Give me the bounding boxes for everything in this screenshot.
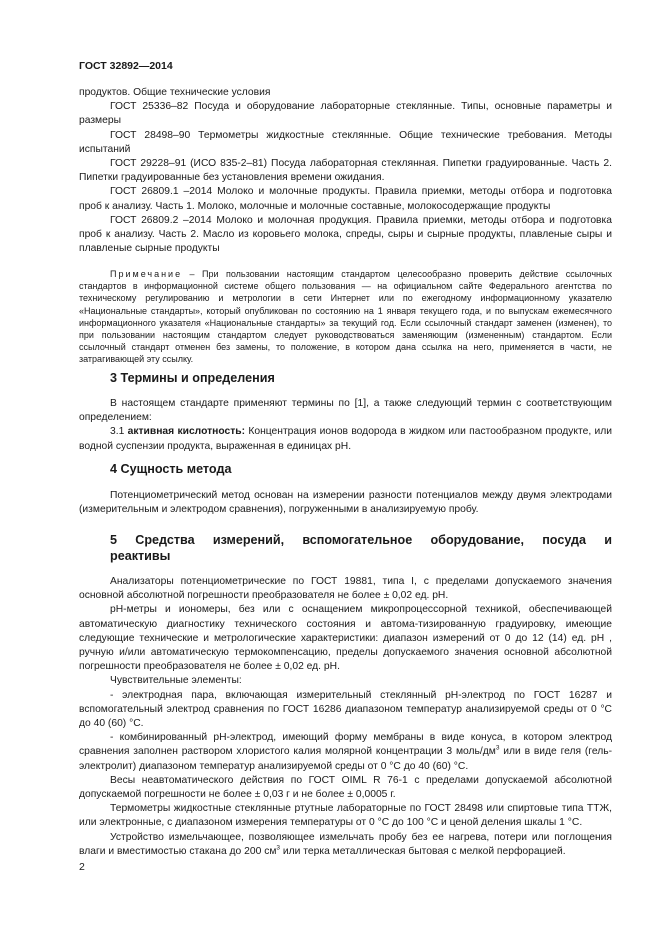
page-number: 2 xyxy=(79,861,85,873)
note-block xyxy=(79,268,612,366)
section-4-body xyxy=(79,489,612,517)
section-5-paragraph: pH-метры и иономеры, без или с оснащением микропроцессорной техникой, обеспечивающей автоматическую диагностику технического состояния и автома-тизированную градуировку, имеющие следующие технические и метрологические характеристики: диапазон измерений от 0 до 12 (14) ед. pH , ручную и/или автоматическую термокомпенсацию, пределы допускаемого значения основной абсолютной погрешности преобразователя не более ± 0,02 ед. pH. xyxy=(79,604,612,673)
section-4-heading: 4 Сущность метода xyxy=(110,462,232,476)
section-5-paragraph: Термометры жидкостные стеклянные ртутные лабораторные по ГОСТ 28498 или спиртовые типа ТТЖ, или электронные, с диапазоном измерения температуры от 0 °С до 100 °С и ценой деления шкалы 1 °С. xyxy=(79,803,612,829)
section-4-text: Потенциометрический метод основан на измерении разности потенциалов между двумя электродами (измерительным и электродом сравнения), погруженными в анализируемую пробу. xyxy=(79,490,612,516)
section-3-intro: В настоящем стандарте применяют термины по [1], а также следующий термин с соответствующим определением: xyxy=(79,398,612,424)
section-5-heading-line1: 5 Средства измерений, вспомогательное оборудование, посуда и xyxy=(110,533,612,547)
section-5-body xyxy=(79,575,612,859)
term-text: Концентрация ионов водорода в жидком или пастообразном продукте, или водной суспензии продукта, выраженная в единицах pH. xyxy=(79,426,612,452)
reference-item: ГОСТ 26809.2 –2014 Молоко и молочная продукция. Правила приемки, методы отбора и подготовка проб к анализу. Часть 2. Масло из коровьего молока, спреды, сыры и сырные продукты, плавленые сыры и плавленые сырные продукты xyxy=(79,214,612,255)
section-3-heading: 3 Термины и определения xyxy=(110,371,275,385)
term-number: 3.1 xyxy=(110,426,128,438)
document-header-code: ГОСТ 32892—2014 xyxy=(79,60,173,72)
section-5-paragraph: Весы неавтоматического действия по ГОСТ OIML R 76-1 с пределами допускаемой абсолютной допускаемой погрешности не более ± 0,03 г и не более ± 0,0005 г. xyxy=(79,774,612,801)
term-name: активная кислотность: xyxy=(127,426,246,438)
term-definition xyxy=(79,425,612,453)
note-text: – При пользовании настоящим стандартом целесообразно проверить действие ссылочных стандартов в информационной системе общего пользования — на официальном сайте Федерального агентства по техническому регулированию и метрологии в сети Интернет или по ежегодному информационному указателю «Национальные стандарты», который опубликован по состоянию на 1 января текущего года, и по выпускам ежемесячного информационного указателя «Национальные стандарты» за текущий год. Если ссылочный стандарт заменен (изменен), то при пользовании настоящим стандартом следует руководствоваться заменяющим (измененным) стандартом. Если ссылочный стандарт отменен без замены, то положение, в котором дана ссылка на него, применяется в части, не затрагивающей эту ссылку. xyxy=(79,269,612,365)
section-5-paragraph: Устройство измельчающее, позволяющее измельчать пробу без ее нагрева, потери или поглощения влаги и вместимостью стакана до 200 $см^3$ или терка металлическая бытовая с мелкой перфорацией. xyxy=(79,831,612,857)
section-5-paragraph: - электродная пара, включающая измерительный стеклянный pH-электрод по ГОСТ 16287 и вспомогательный электрод сравнения по ГОСТ 16286 диапазоном температур анализируемой среды от 0 °С до 40 (60) °С. xyxy=(79,689,612,730)
reference-item: ГОСТ 26809.1 –2014 Молоко и молочные продукты. Правила приемки, методы отбора и подготовка проб к анализу. Часть 1. Молоко, молочные и молочные составные, молокосодержащие продукты xyxy=(79,186,612,212)
reference-item: ГОСТ 29228–91 (ИСО 835-2–81) Посуда лабораторная стеклянная. Пипетки градуированные. Часть 2. Пипетки градуированные без установления времени ожидания. xyxy=(79,158,612,184)
section-5-paragraph: Чувствительные элементы: xyxy=(110,675,242,687)
note-label: Примечание xyxy=(110,269,183,279)
section-5-paragraph: Анализаторы потенциометрические по ГОСТ 19881, типа I, с пределами допускаемого значения основной абсолютной погрешности преобразователя не более ± 0,02 ед. pH. xyxy=(79,576,612,602)
section-3-body xyxy=(79,397,612,454)
reference-item: продуктов. Общие технические условия xyxy=(79,87,271,98)
section-5-heading-line2: реактивы xyxy=(110,549,171,563)
reference-item: ГОСТ 25336–82 Посуда и оборудование лабораторные стеклянные. Типы, основные параметры и размеры xyxy=(79,101,612,127)
references-list xyxy=(79,86,612,256)
section-5-paragraph: - комбинированный pH-электрод, имеющий форму мембраны в виде конуса, в котором электрод сравнения заполнен раствором хлористого калия молярной концентрации 3 моль/$дм^3$ или в виде геля (гель-электролит) диапазоном температур анализируемой среды от 0 °С до 40 (60) °С. xyxy=(79,732,613,772)
reference-item: ГОСТ 28498–90 Термометры жидкостные стеклянные. Общие технические требования. Методы испытаний xyxy=(79,129,612,155)
